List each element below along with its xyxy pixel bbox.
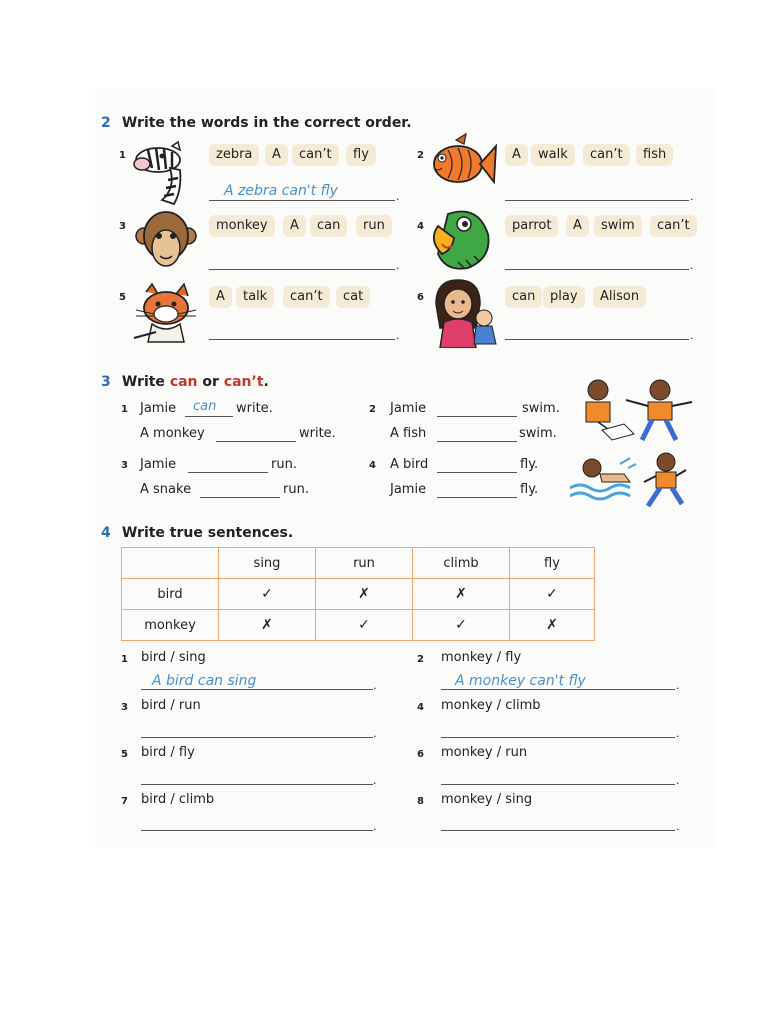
- ex4-item-number: 2: [417, 654, 424, 665]
- sentence-subject: Jamie: [390, 482, 427, 497]
- table-mark: ✗: [219, 610, 316, 641]
- word-chip: can: [310, 215, 347, 237]
- word-chip: can: [505, 286, 542, 308]
- row-label: monkey: [122, 610, 219, 641]
- ex4-item-number: 6: [417, 749, 424, 760]
- ex4-item-number: 8: [417, 796, 424, 807]
- full-stop: .: [690, 329, 694, 342]
- word-chip: can’t: [292, 144, 339, 166]
- ex4-item-number: 1: [121, 654, 128, 665]
- answer-line[interactable]: [188, 472, 268, 473]
- prompt-text: bird / sing: [141, 650, 206, 665]
- prompt-text: bird / climb: [141, 792, 215, 807]
- word-chip: run: [356, 215, 392, 237]
- answer-line[interactable]: [209, 200, 395, 201]
- ex3-item-number: 2: [369, 404, 376, 415]
- full-stop: .: [676, 679, 680, 692]
- girl-with-doll-icon: [430, 278, 502, 348]
- ex2-title: Write the words in the correct order.: [121, 115, 412, 131]
- table-header-cell: run: [316, 548, 413, 579]
- ex4-item-number: 4: [417, 702, 424, 713]
- answer-line[interactable]: [441, 737, 675, 738]
- sentence-subject: Jamie: [140, 401, 177, 416]
- ex2-item-number: 4: [417, 221, 424, 232]
- word-chip: A: [209, 286, 232, 308]
- answer-line[interactable]: [505, 269, 689, 270]
- word-chip: A: [566, 215, 589, 237]
- answer-text: A zebra can't fly: [224, 183, 338, 199]
- prompt-text: monkey / sing: [441, 792, 533, 807]
- word-chip: can’t: [283, 286, 330, 308]
- answer-line[interactable]: [141, 737, 373, 738]
- word-chip: talk: [236, 286, 274, 308]
- ex4-number: 4: [101, 525, 111, 541]
- table-mark: ✓: [219, 579, 316, 610]
- ex3-title-end: .: [263, 374, 269, 390]
- full-stop: .: [676, 774, 680, 787]
- answer-line[interactable]: [216, 441, 296, 442]
- ex2-item-number: 5: [119, 292, 126, 303]
- table-mark: ✓: [510, 579, 595, 610]
- ex3-title-can: can: [169, 374, 198, 390]
- ex4-item-number: 3: [121, 702, 128, 713]
- answer-text: can: [193, 399, 217, 414]
- prompt-text: monkey / run: [441, 745, 528, 760]
- table-header-cell: climb: [413, 548, 510, 579]
- ex4-title: Write true sentences.: [121, 525, 294, 541]
- boy-swimming-icon: [570, 452, 694, 512]
- word-chip: parrot: [505, 215, 558, 237]
- word-chip: cat: [336, 286, 370, 308]
- table-row: [122, 579, 595, 610]
- word-chip: swim: [594, 215, 642, 237]
- ability-table: [121, 547, 595, 641]
- answer-line[interactable]: [141, 689, 373, 690]
- row-label: bird: [122, 579, 219, 610]
- word-chip: walk: [531, 144, 575, 166]
- sentence-subject: A snake: [140, 482, 192, 497]
- prompt-text: monkey / climb: [441, 698, 541, 713]
- monkey-icon: [134, 206, 198, 274]
- answer-line[interactable]: [441, 784, 675, 785]
- word-chip: Alison: [593, 286, 646, 308]
- ex3-heading: [101, 371, 269, 390]
- sentence-verb: run.: [271, 457, 297, 472]
- full-stop: .: [373, 820, 377, 833]
- table-mark: ✗: [316, 579, 413, 610]
- sentence-verb: write.: [236, 401, 273, 416]
- answer-line[interactable]: [437, 497, 517, 498]
- word-chip: can’t: [650, 215, 697, 237]
- full-stop: .: [676, 727, 680, 740]
- table-mark: ✓: [316, 610, 413, 641]
- table-header-cell: sing: [219, 548, 316, 579]
- zebra-icon: [132, 140, 204, 206]
- answer-line[interactable]: [437, 472, 517, 473]
- answer-text: A bird can sing: [152, 673, 257, 689]
- word-chip: A: [505, 144, 528, 166]
- answer-line[interactable]: [141, 784, 373, 785]
- answer-line[interactable]: [200, 497, 280, 498]
- prompt-text: monkey / fly: [441, 650, 522, 665]
- ex3-title-write: Write: [121, 374, 170, 390]
- ex2-item-number: 1: [119, 150, 126, 161]
- ex4-heading: [101, 522, 293, 541]
- word-chip: fly: [346, 144, 376, 166]
- ex2-item-number: 3: [119, 221, 126, 232]
- sentence-subject: A fish: [390, 426, 427, 441]
- ex3-item-number: 1: [121, 404, 128, 415]
- full-stop: .: [690, 259, 694, 272]
- answer-line[interactable]: [141, 830, 373, 831]
- full-stop: .: [373, 727, 377, 740]
- full-stop: .: [676, 820, 680, 833]
- ex3-item-number: 3: [121, 460, 128, 471]
- ex4-item-number: 5: [121, 749, 128, 760]
- answer-line[interactable]: [209, 339, 395, 340]
- answer-text: A monkey can't fly: [455, 673, 586, 689]
- answer-line[interactable]: [441, 830, 675, 831]
- ex3-number: 3: [101, 374, 111, 390]
- word-chip: can’t: [583, 144, 630, 166]
- sentence-verb: swim.: [519, 426, 557, 441]
- ex3-item-number: 4: [369, 460, 376, 471]
- ex2-item-number: 2: [417, 150, 424, 161]
- prompt-text: bird / run: [141, 698, 201, 713]
- word-chip: play: [543, 286, 585, 308]
- table-row: [122, 610, 595, 641]
- table-header-cell: [122, 548, 219, 579]
- parrot-icon: [428, 204, 494, 270]
- sentence-verb: fly.: [520, 457, 539, 472]
- sentence-subject: A bird: [390, 457, 429, 472]
- ex2-number: 2: [101, 115, 111, 131]
- ex2-heading: [101, 112, 412, 131]
- fish-icon: [428, 132, 498, 196]
- word-chip: monkey: [209, 215, 275, 237]
- answer-line[interactable]: [209, 269, 395, 270]
- table-mark: ✓: [413, 610, 510, 641]
- word-chip: A: [265, 144, 288, 166]
- answer-line[interactable]: [437, 416, 517, 417]
- sentence-subject: Jamie: [390, 401, 427, 416]
- sentence-verb: swim.: [522, 401, 560, 416]
- full-stop: .: [396, 259, 400, 272]
- full-stop: .: [373, 774, 377, 787]
- boy-writing-icon: [578, 378, 698, 446]
- answer-line[interactable]: [185, 416, 233, 417]
- ex2-item-number: 6: [417, 292, 424, 303]
- sentence-verb: run.: [283, 482, 309, 497]
- full-stop: .: [373, 679, 377, 692]
- sentence-subject: A monkey: [140, 426, 205, 441]
- sentence-verb: write.: [299, 426, 336, 441]
- word-chip: A: [283, 215, 306, 237]
- table-header-row: [122, 548, 595, 579]
- prompt-text: bird / fly: [141, 745, 195, 760]
- table-header-cell: fly: [510, 548, 595, 579]
- ex4-item-number: 7: [121, 796, 128, 807]
- table-mark: ✗: [413, 579, 510, 610]
- full-stop: .: [396, 329, 400, 342]
- table-mark: ✗: [510, 610, 595, 641]
- word-chip: fish: [636, 144, 673, 166]
- cat-icon: [132, 282, 202, 344]
- ex3-title-or: or: [197, 374, 224, 390]
- full-stop: .: [690, 190, 694, 203]
- sentence-subject: Jamie: [140, 457, 177, 472]
- ex3-title-cant: can’t: [223, 374, 264, 390]
- answer-line[interactable]: [437, 441, 517, 442]
- answer-line[interactable]: [505, 339, 689, 340]
- answer-line[interactable]: [505, 200, 689, 201]
- word-chip: zebra: [209, 144, 259, 166]
- full-stop: .: [396, 190, 400, 203]
- answer-line[interactable]: [441, 689, 675, 690]
- sentence-verb: fly.: [520, 482, 539, 497]
